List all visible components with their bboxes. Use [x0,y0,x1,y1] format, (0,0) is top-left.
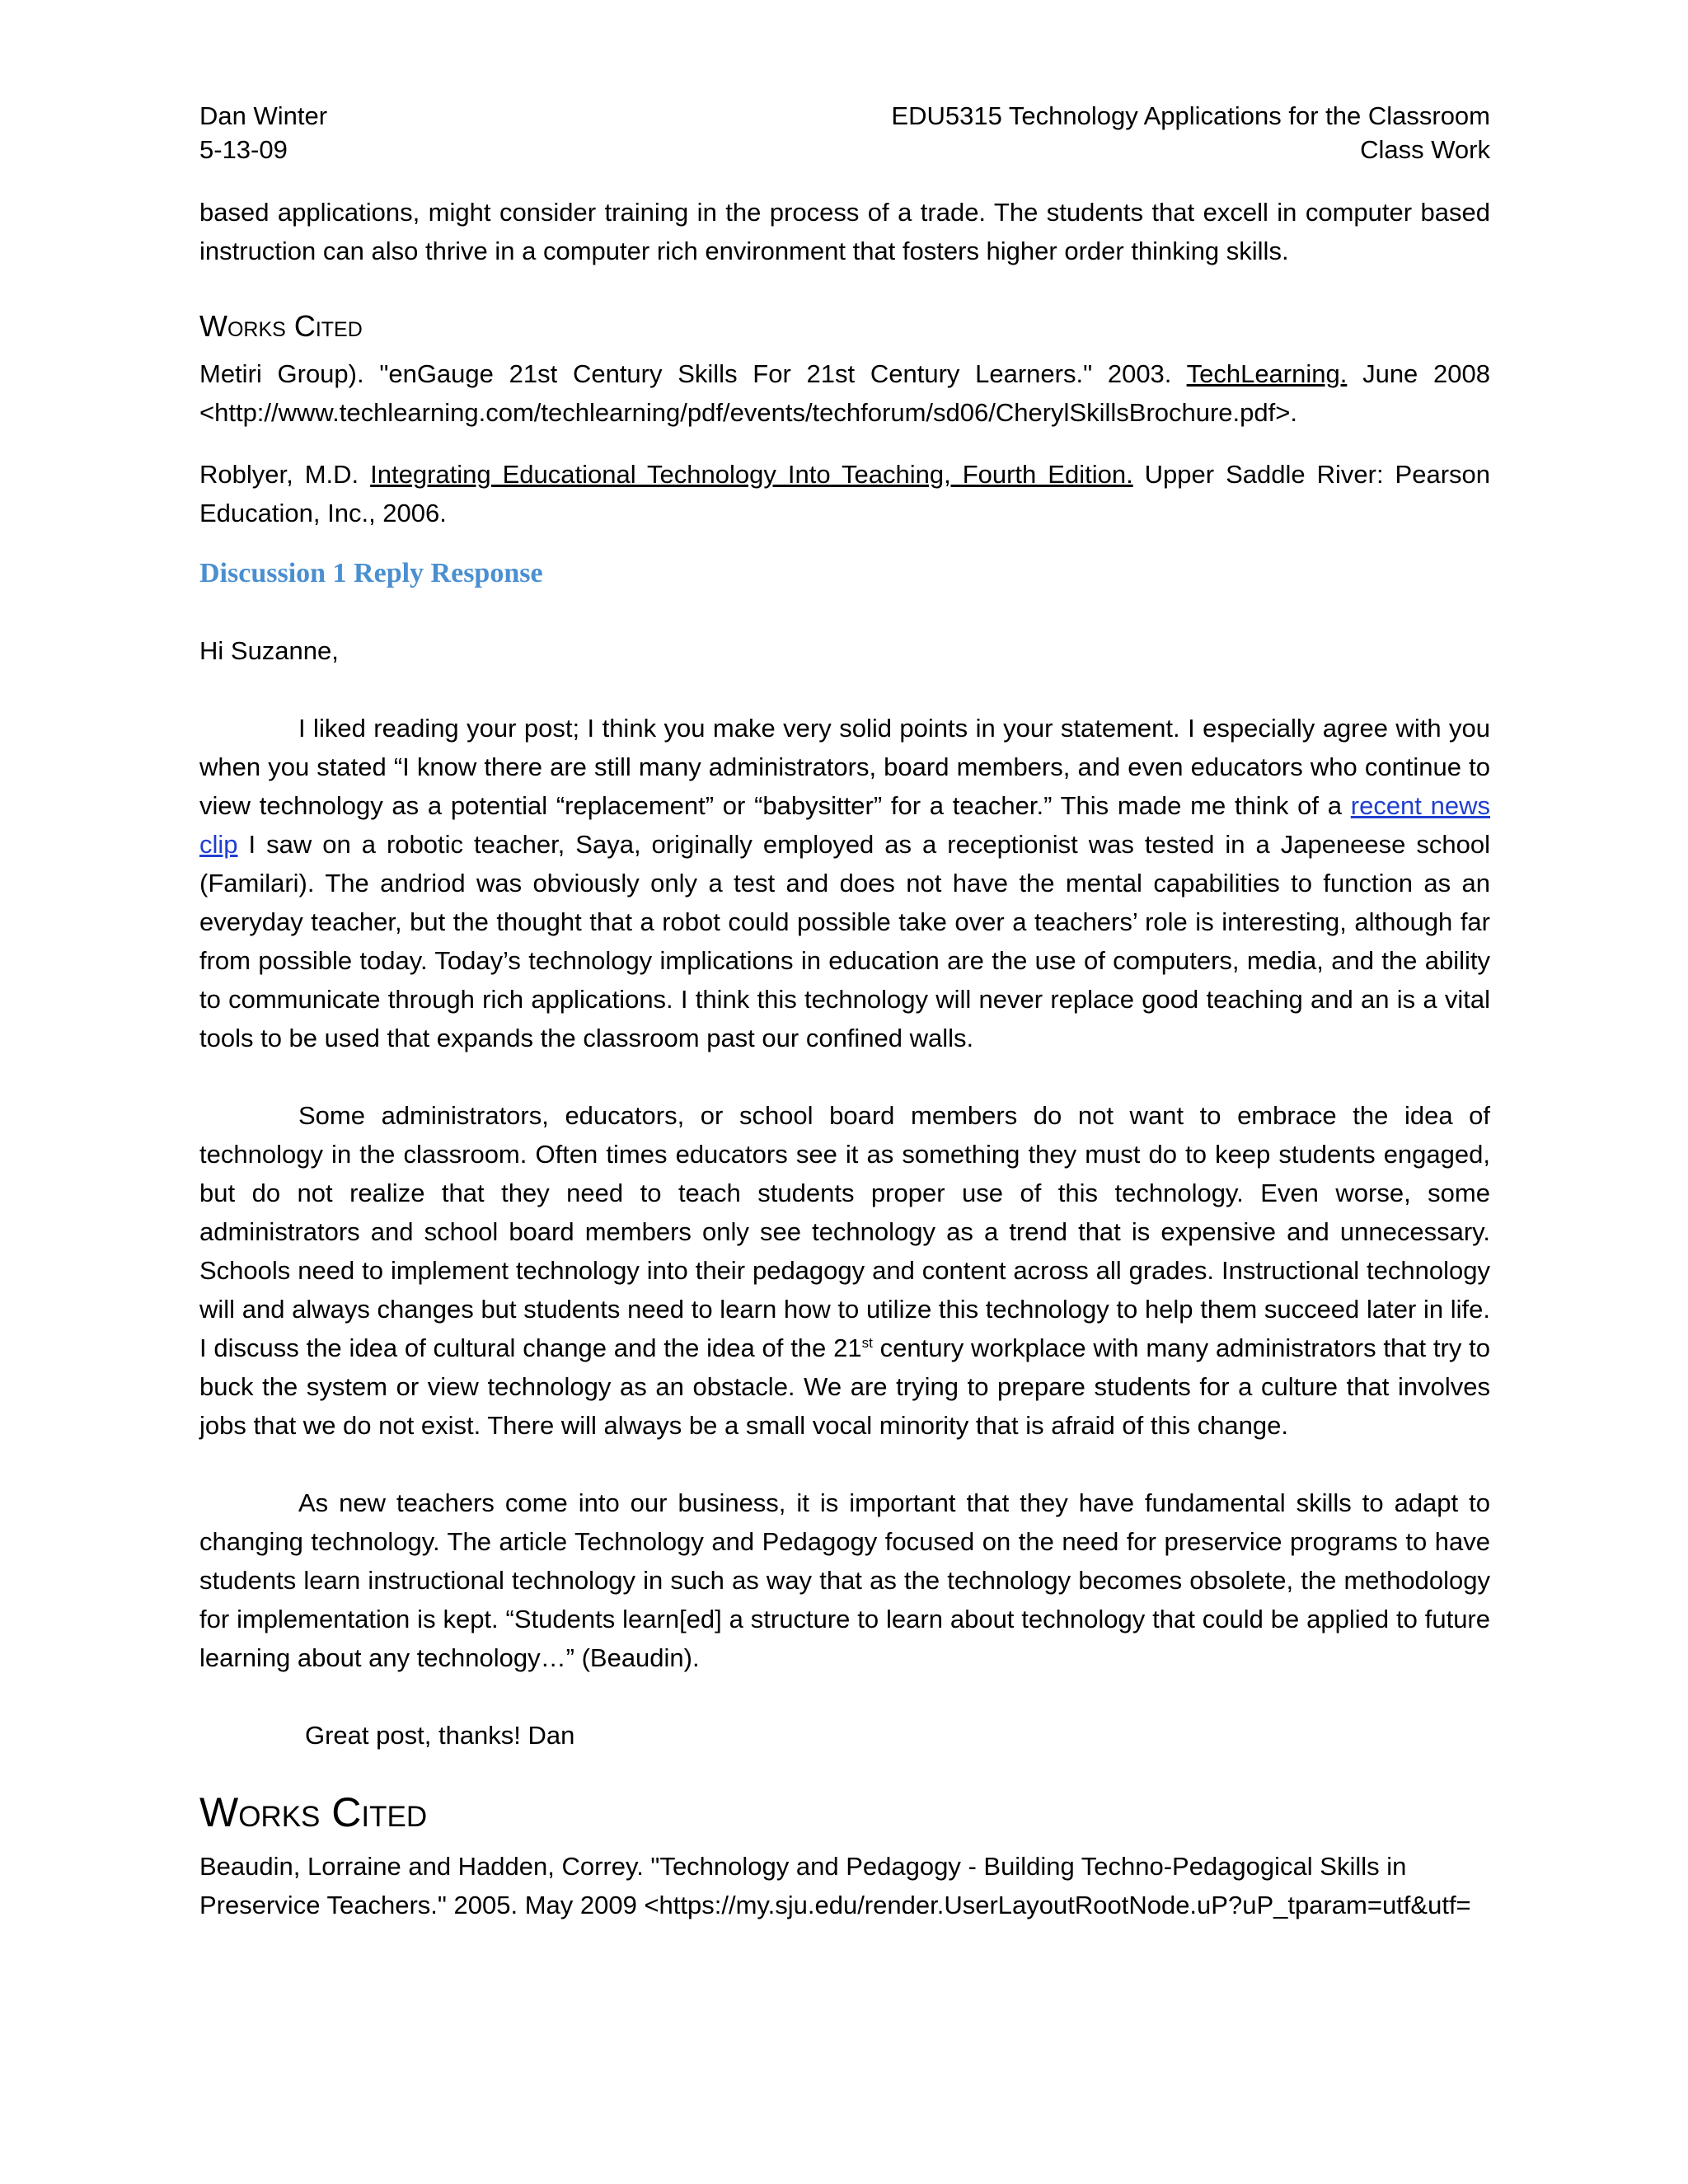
citation-text: Roblyer, M.D. [199,460,371,489]
citation-line: Beaudin, Lorraine and Hadden, Correy. "Technology and Pedagogy - Building Techno-Pedagogical Skills in [199,1852,1407,1881]
author-name: Dan Winter [199,101,328,130]
assignment-label: Class Work [1360,135,1490,164]
body-paragraph: As new teachers come into our business, it is important that they have fundamental skills to adapt to changing technology. The article Technology and Pedagogy focused on the need for preservice programs to have students learn instructional technology in such as way that as the technology becomes obsolete, the methodology for implementation is kept. “Students learn[ed] a structure to learn about technology that could be applied to future learning about any technology…” (Beaudin). [199,1488,1490,1672]
citation-text: Upper Saddle River: Pearson Education, Inc., 2006. [199,460,1491,527]
document-date: 5-13-09 [199,135,288,164]
header-right [891,99,1490,166]
citation-entry [199,455,1490,532]
body-paragraph [199,1096,1490,1445]
citation-entry [199,354,1490,432]
header-left [199,99,327,166]
citation-line: Preservice Teachers." 2005. May 2009 <https://my.sju.edu/render.UserLayoutRootNode.uP?uP_tparam=utf&utf= [199,1891,1471,1919]
ordinal-superscript: st [861,1335,873,1351]
citation-entry [199,1847,1490,1924]
citation-title: TechLearning. [1186,359,1348,388]
paragraph-text: Some administrators, educators, or school board members do not want to embrace the idea of technology in the classroom. Often times educators see it as something they must do to keep students engaged, but do not realize that they need to teach students proper use of this technology. Even worse, some administrators and school board members only see technology as a trend that is expensive and unnecessary. Schools need to implement technology into their pedagogy and content across all grades. Instructional technology will and always changes but students need to learn how to utilize this technology to help them succeed later in life. I discuss the idea of cultural change and the idea of the 21 [199,1101,1490,1362]
paragraph-text: I saw on a robotic teacher, Saya, originally employed as a receptionist was tested in a Japeneese school (Familari). The andriod was obviously only a test and does not have the mental capabilities to function as an everyday teacher, but the thought that a robot could possible take over a teachers’ role is interesting, although far from possible today. Today’s technology implications in education are the use of computers, media, and the ability to communicate through rich applications. I think this technology will never replace good teaching and an is a vital tools to be used that expands the classroom past our confined walls. [199,830,1490,1052]
paragraph-text: I liked reading your post; I think you make very solid points in your statement. I especially agree with you when you stated “I know there are still many administrators, board members, and even educators who continue to view technology as a potential “replacement” or “babysitter” for a teacher.” This made me think of a [199,714,1490,820]
greeting: Hi Suzanne, [199,636,339,665]
intro-paragraph: based applications, might consider training in the process of a trade. The students that excell in computer based instruction can also thrive in a computer rich environment that fosters higher order thinking skills. [199,198,1490,265]
page-content [199,99,1490,1924]
paragraph-text: century workplace with many administrators that try to buck the system or view technology as an obstacle. We are trying to prepare students for a culture that involves jobs that we do not exist. There will always be a small vocal minority that is afraid of this change. [199,1333,1490,1440]
works-cited-heading: Works Cited [199,1789,428,1835]
discussion-heading: Discussion 1 Reply Response [199,558,543,588]
page-header [199,99,1490,170]
citation-title: Integrating Educational Technology Into Teaching, Fourth Edition. [370,460,1133,489]
citation-text: Metiri Group). "enGauge 21st Century Skills For 21st Century Learners." 2003. [199,359,1187,388]
signoff: Great post, thanks! Dan [305,1721,575,1750]
recent-news-clip-link[interactable]: recent news clip [199,791,1491,859]
course-title: EDU5315 Technology Applications for the Classroom [891,101,1490,130]
body-paragraph [199,709,1490,1057]
works-cited-heading: Works Cited [199,309,363,343]
citation-text: June 2008 <http://www.techlearning.com/techlearning/pdf/events/techforum/sd06/CherylSkillsBrochure.pdf>. [199,359,1490,427]
